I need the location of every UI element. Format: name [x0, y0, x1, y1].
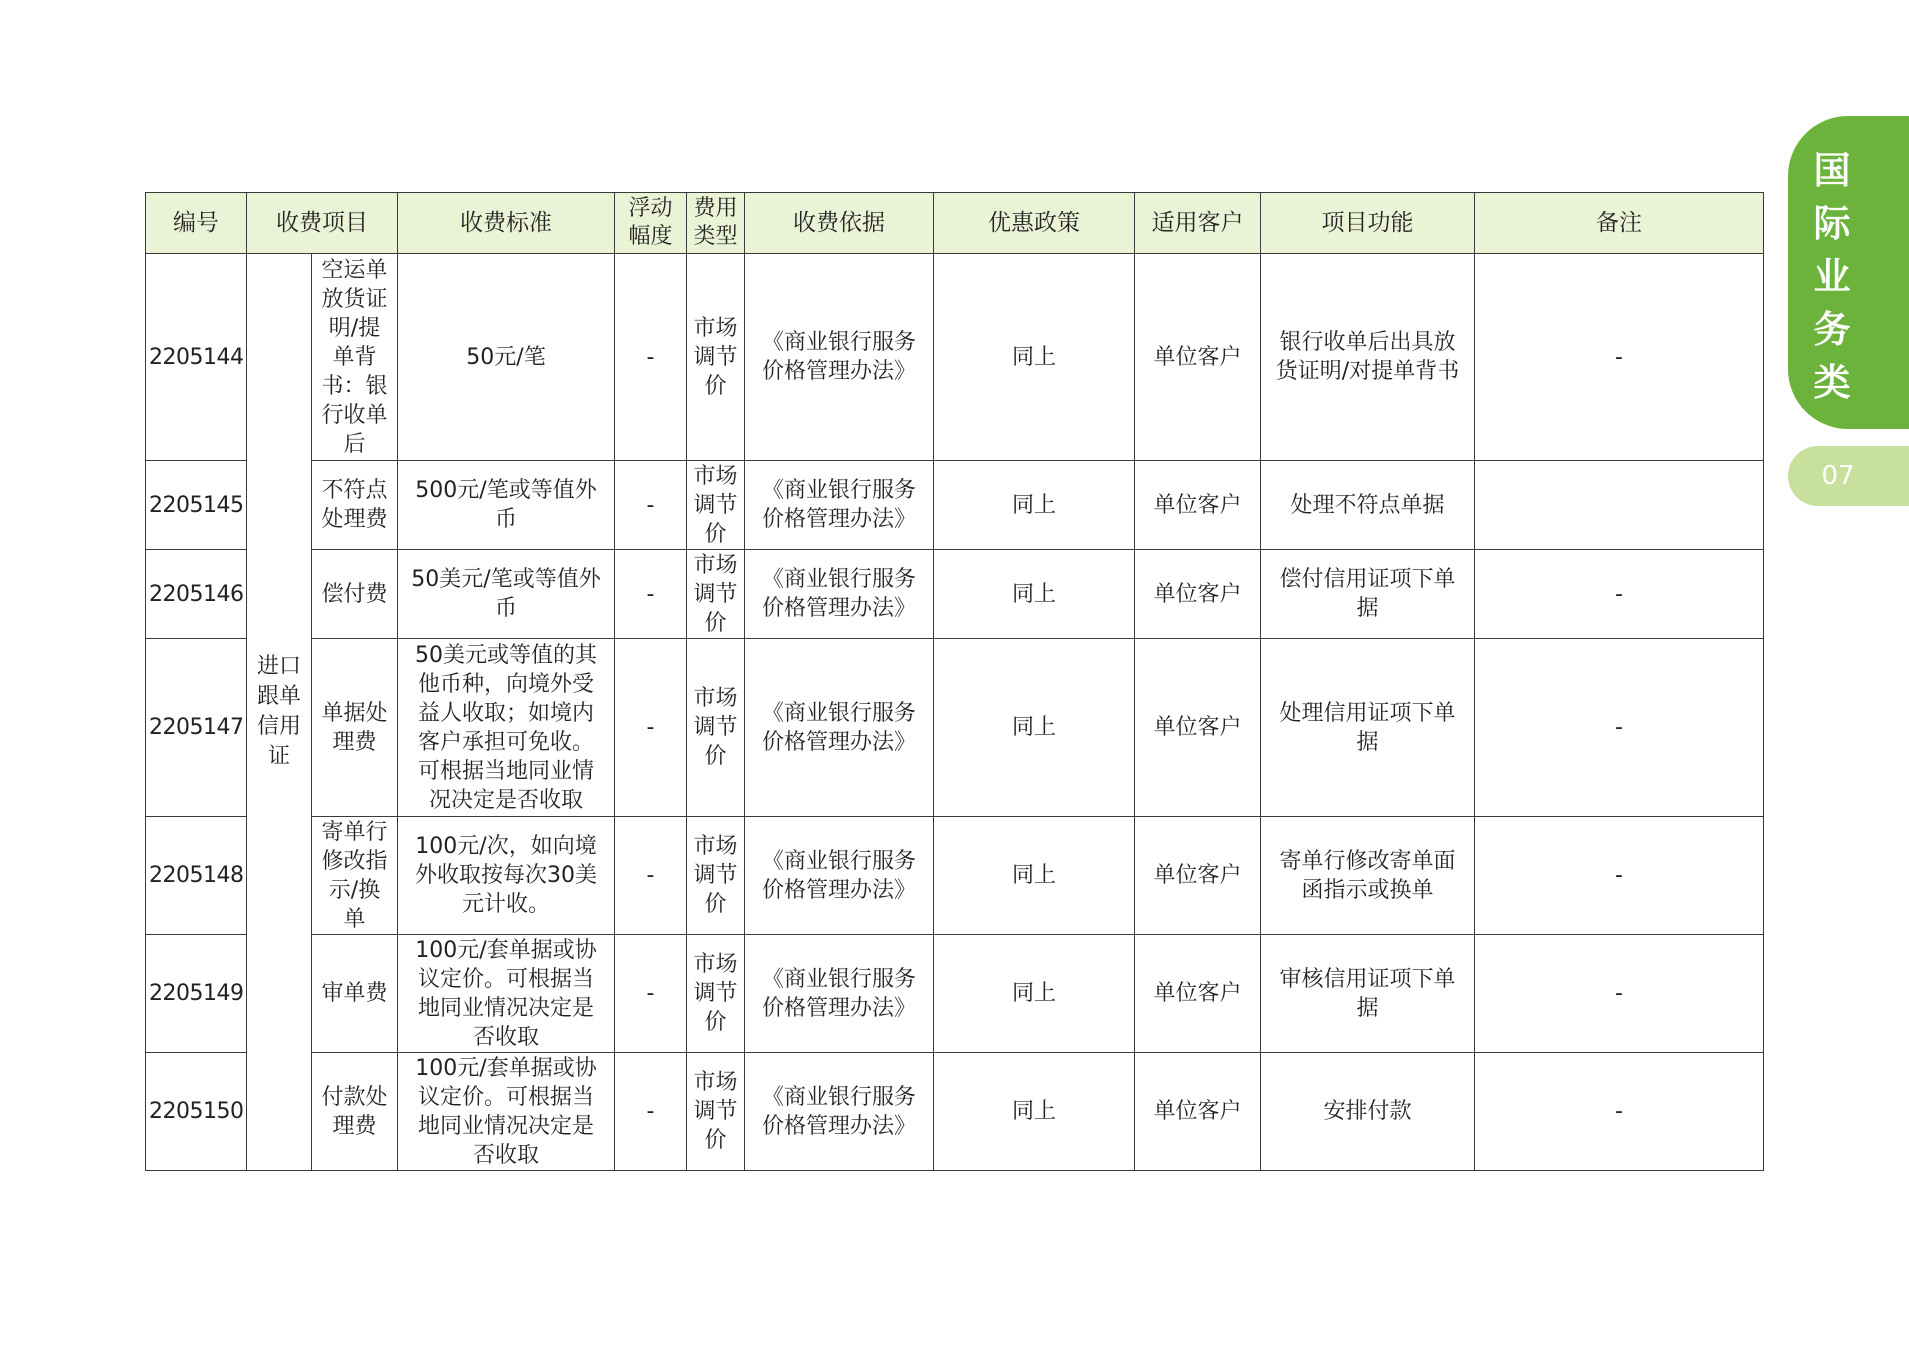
row-function: 安排付款: [1261, 1053, 1475, 1171]
table-row: [146, 639, 1764, 817]
row-float: -: [615, 935, 687, 1053]
category-cell: 进口 跟单 信用 证: [247, 254, 312, 1171]
section-tab-char: 类: [1813, 361, 1851, 404]
header-fee-type: 费用 类型: [687, 193, 745, 254]
row-item: 审单费: [312, 935, 398, 1053]
row-code: 2205144: [146, 254, 247, 461]
row-clients: 单位客户: [1135, 935, 1261, 1053]
table-row: [146, 461, 1764, 550]
header-standard: 收费标准: [398, 193, 615, 254]
table-row: [146, 935, 1764, 1053]
row-float: -: [615, 550, 687, 639]
header-discount: 优惠政策: [934, 193, 1135, 254]
row-clients: 单位客户: [1135, 817, 1261, 935]
row-basis: 《商业银行服务 价格管理办法》: [745, 1053, 934, 1171]
row-standard: 100元/套单据或协 议定价。可根据当 地同业情况决定是 否收取: [398, 1053, 615, 1171]
row-fee-type: 市场 调节 价: [687, 461, 745, 550]
page-number: 07: [1821, 461, 1855, 491]
row-discount: 同上: [934, 254, 1135, 461]
row-code: 2205150: [146, 1053, 247, 1171]
row-discount: 同上: [934, 1053, 1135, 1171]
row-remark: -: [1475, 1053, 1764, 1171]
header-float: 浮动 幅度: [615, 193, 687, 254]
table-header-row: [146, 193, 1764, 254]
table-row: [146, 254, 1764, 461]
section-tab-char: 际: [1813, 202, 1851, 245]
row-standard: 50美元/笔或等值外 币: [398, 550, 615, 639]
fee-table: [145, 192, 1764, 1171]
row-float: -: [615, 254, 687, 461]
row-basis: 《商业银行服务 价格管理办法》: [745, 935, 934, 1053]
row-remark: -: [1475, 550, 1764, 639]
row-code: 2205147: [146, 639, 247, 817]
row-code: 2205148: [146, 817, 247, 935]
section-tab: [1788, 116, 1909, 429]
row-item: 寄单行 修改指 示/换 单: [312, 817, 398, 935]
row-clients: 单位客户: [1135, 461, 1261, 550]
row-discount: 同上: [934, 935, 1135, 1053]
row-discount: 同上: [934, 639, 1135, 817]
row-basis: 《商业银行服务 价格管理办法》: [745, 817, 934, 935]
row-fee-type: 市场 调节 价: [687, 550, 745, 639]
header-category: 收费项目: [247, 193, 398, 254]
section-tab-char: 务: [1813, 308, 1851, 351]
row-basis: 《商业银行服务 价格管理办法》: [745, 639, 934, 817]
row-function: 处理不符点单据: [1261, 461, 1475, 550]
row-fee-type: 市场 调节 价: [687, 639, 745, 817]
header-remark: 备注: [1475, 193, 1764, 254]
table-row: [146, 817, 1764, 935]
header-function: 项目功能: [1261, 193, 1475, 254]
row-float: -: [615, 817, 687, 935]
row-float: -: [615, 1053, 687, 1171]
row-fee-type: 市场 调节 价: [687, 1053, 745, 1171]
row-basis: 《商业银行服务 价格管理办法》: [745, 550, 934, 639]
row-standard: 50元/笔: [398, 254, 615, 461]
section-tab-char: 国: [1813, 149, 1851, 192]
row-float: -: [615, 639, 687, 817]
row-function: 银行收单后出具放 货证明/对提单背书: [1261, 254, 1475, 461]
row-item: 不符点 处理费: [312, 461, 398, 550]
row-remark: -: [1475, 639, 1764, 817]
section-tab-char: 业: [1813, 255, 1851, 298]
row-function: 偿付信用证项下单 据: [1261, 550, 1475, 639]
row-item: 偿付费: [312, 550, 398, 639]
row-fee-type: 市场 调节 价: [687, 935, 745, 1053]
header-basis: 收费依据: [745, 193, 934, 254]
page-number-tab: [1788, 446, 1909, 506]
row-remark: [1475, 461, 1764, 550]
header-clients: 适用客户: [1135, 193, 1261, 254]
row-standard: 100元/次，如向境 外收取按每次30美 元计收。: [398, 817, 615, 935]
row-standard: 50美元或等值的其 他币种，向境外受 益人收取；如境内 客户承担可免收。 可根据当地同业情 况决定是否收取: [398, 639, 615, 817]
row-clients: 单位客户: [1135, 1053, 1261, 1171]
row-clients: 单位客户: [1135, 254, 1261, 461]
row-discount: 同上: [934, 461, 1135, 550]
row-remark: -: [1475, 254, 1764, 461]
row-code: 2205146: [146, 550, 247, 639]
row-item: 空运单 放货证 明/提 单背 书：银 行收单 后: [312, 254, 398, 461]
row-clients: 单位客户: [1135, 550, 1261, 639]
table-row: [146, 1053, 1764, 1171]
row-remark: -: [1475, 817, 1764, 935]
row-item: 单据处 理费: [312, 639, 398, 817]
row-discount: 同上: [934, 817, 1135, 935]
row-item: 付款处 理费: [312, 1053, 398, 1171]
row-clients: 单位客户: [1135, 639, 1261, 817]
row-code: 2205149: [146, 935, 247, 1053]
row-standard: 100元/套单据或协 议定价。可根据当 地同业情况决定是 否收取: [398, 935, 615, 1053]
row-fee-type: 市场 调节 价: [687, 817, 745, 935]
row-discount: 同上: [934, 550, 1135, 639]
row-function: 处理信用证项下单 据: [1261, 639, 1475, 817]
row-basis: 《商业银行服务 价格管理办法》: [745, 461, 934, 550]
row-function: 寄单行修改寄单面 函指示或换单: [1261, 817, 1475, 935]
row-function: 审核信用证项下单 据: [1261, 935, 1475, 1053]
header-code: 编号: [146, 193, 247, 254]
row-code: 2205145: [146, 461, 247, 550]
table-row: [146, 550, 1764, 639]
row-basis: 《商业银行服务 价格管理办法》: [745, 254, 934, 461]
row-fee-type: 市场 调节 价: [687, 254, 745, 461]
row-standard: 500元/笔或等值外 币: [398, 461, 615, 550]
row-remark: -: [1475, 935, 1764, 1053]
row-float: -: [615, 461, 687, 550]
